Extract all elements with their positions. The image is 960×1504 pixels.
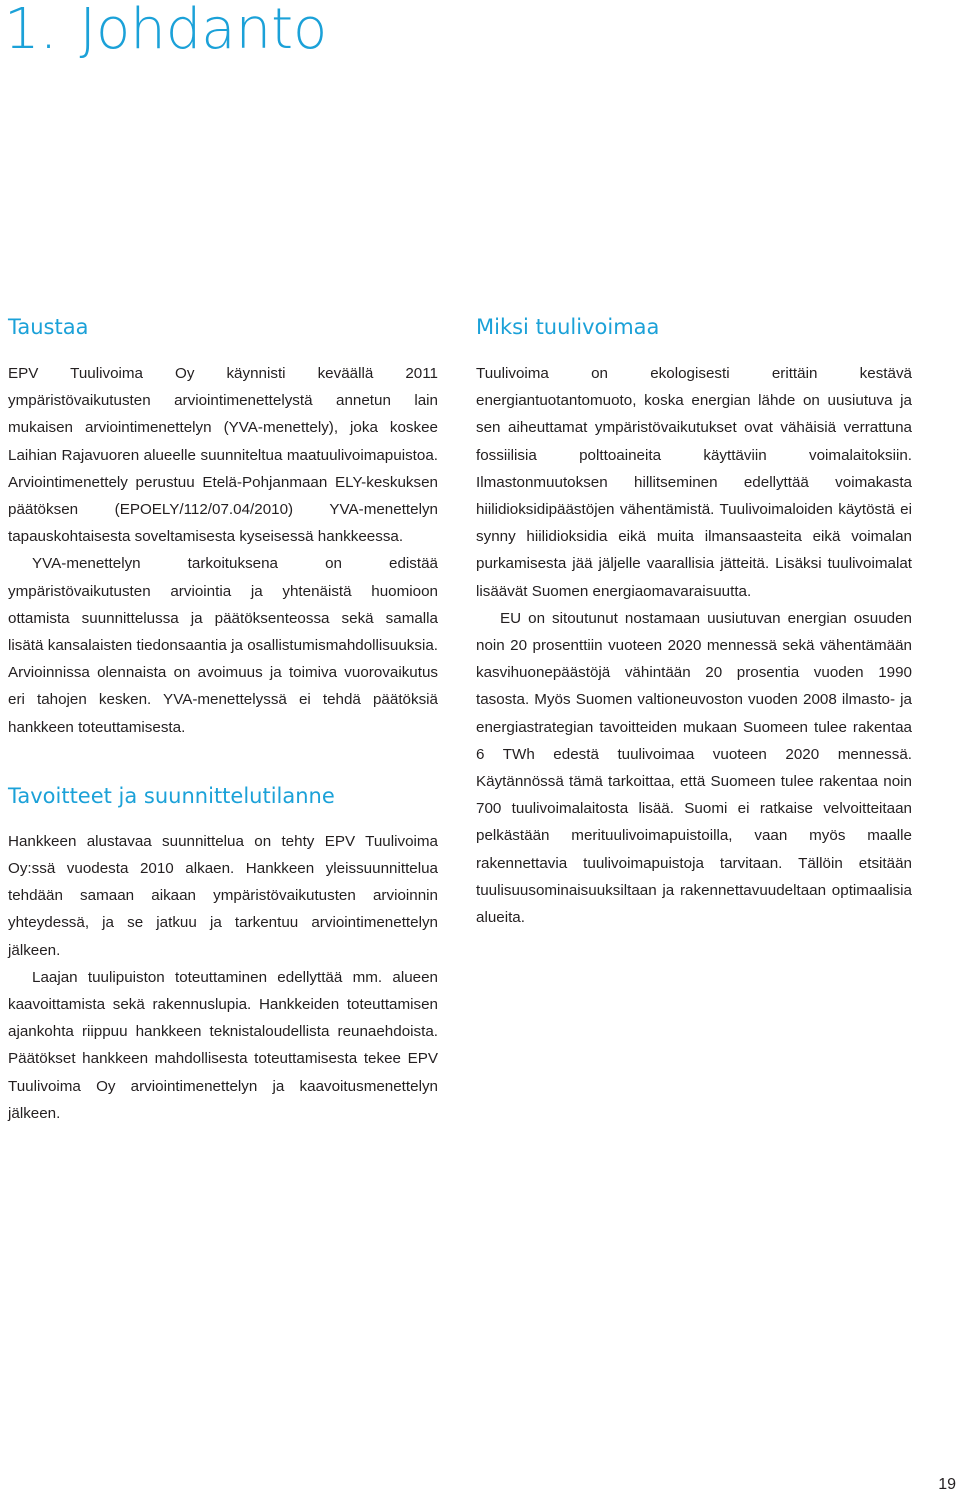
section-heading-tavoitteet: Tavoitteet ja suunnittelutilanne — [8, 783, 335, 808]
paragraph: EPV Tuulivoima Oy käynnisti keväällä 2011 ympäristövaikutusten arviointimenettelystä annetun lain mukaisen arviointimenettelyn (YVA-menettely), joka koskee Laihian Rajavuoren alueelle suunniteltua maatuulivoimapuistoa. Arviointimenettely perustuu Etelä-Pohjanmaan ELY-keskuksen päätöksen (EPOELY/112/07.04/2010) YVA-menettelyn tapauskohtaisesta soveltamisesta kyseisessä hankkeessa. — [8, 365, 438, 546]
page-number: 19 — [938, 1476, 956, 1493]
paragraph: Laajan tuulipuiston toteuttaminen edellyttää mm. alueen kaavoittamista sekä rakennuslupia. Hankkeiden toteuttamisen ajankohta riippuu hankkeen teknistaloudellista reunaehdoista. Päätökset hankkeen mahdollisesta toteuttamisesta tekee EPV Tuulivoima Oy arviointimenettelyn ja kaavoitusmenettelyn jälkeen. — [8, 968, 438, 1122]
section-heading-miksi-tuulivoimaa: Miksi tuulivoimaa — [476, 315, 660, 339]
chapter-number: 1. — [4, 0, 58, 62]
right-column — [476, 308, 912, 931]
paragraph: EU on sitoutunut nostamaan uusiutuvan energian osuuden noin 20 prosenttiin vuoteen 2020 mennessä sekä vähentämään kasvihuonepäästöjä vähintään 20 prosentia vuoden 1990 tasosta. Myös Suomen valtioneuvoston vuoden 2008 ilmasto- ja energiastrategian tavoitteiden mukaan Suomeen tulee rakentaa 6 TWh edestä tuulivoimaa vuoteen 2020 mennessä. Käytännössä tämä tarkoittaa, että Suomeen tulee rakentaa noin 700 tuulivoimalaitosta lisää. Suomi ei ratkaise velvoitteitaan pelkästään merituulivoimapuistoilla, vaan myös maalle rakennettavia tuulivoimapuistoja tarvitaan. Tällöin etsitään tuulisuusominaisuuksiltaan ja rakennettavuudeltaan optimaalisia alueita. — [476, 609, 912, 927]
chapter-title — [4, 0, 327, 66]
left-column — [8, 308, 438, 1127]
chapter-name: Johdanto — [79, 0, 328, 62]
paragraph: YVA-menettelyn tarkoituksena on edistää ympäristövaikutusten arviointia ja yhtenäistä huomioon ottamista suunnittelussa ja päätöksenteossa sekä samalla lisätä kansalaisten tiedonsaantia ja osallistumismahdollisuuksia. Arvioinnissa olennaista on avoimuus ja toimiva vuorovaikutus eri tahojen kesken. YVA-menettelyssä ei tehdä päätöksiä hankkeen toteuttamisesta. — [8, 555, 438, 736]
paragraph: Tuulivoima on ekologisesti erittäin kestävä energiantuotantomuoto, koska energian lähde on uusiutuva ja sen aiheuttamat ympäristövaikutukset ovat vähäisiä verrattuna fossiilisia polttoaineita käyttäviin voimalaitoksiin. Ilmastonmuutoksen hillitseminen edellyttää voimakasta hiilidioksidipäästöjen vähentämistä. Tuulivoimaloiden käytöstä ei synny hiilidioksidia eikä muita ilmansaasteita eikä voimalan purkamisesta jää jäljelle vaarallisia jätteitä. Lisäksi tuulivoimalat lisäävät Suomen energiaomavaraisuutta. — [476, 365, 912, 600]
paragraph: Hankkeen alustavaa suunnittelua on tehty EPV Tuulivoima Oy:ssä vuodesta 2010 alkaen. Hankkeen yleissuunnittelua tehdään samaan aikaan ympäristövaikutusten arvioinnin yhteydessä, ja se jatkuu ja tarkentuu arviointimenettelyn jälkeen. — [8, 832, 438, 959]
section-heading-taustaa: Taustaa — [8, 315, 89, 339]
